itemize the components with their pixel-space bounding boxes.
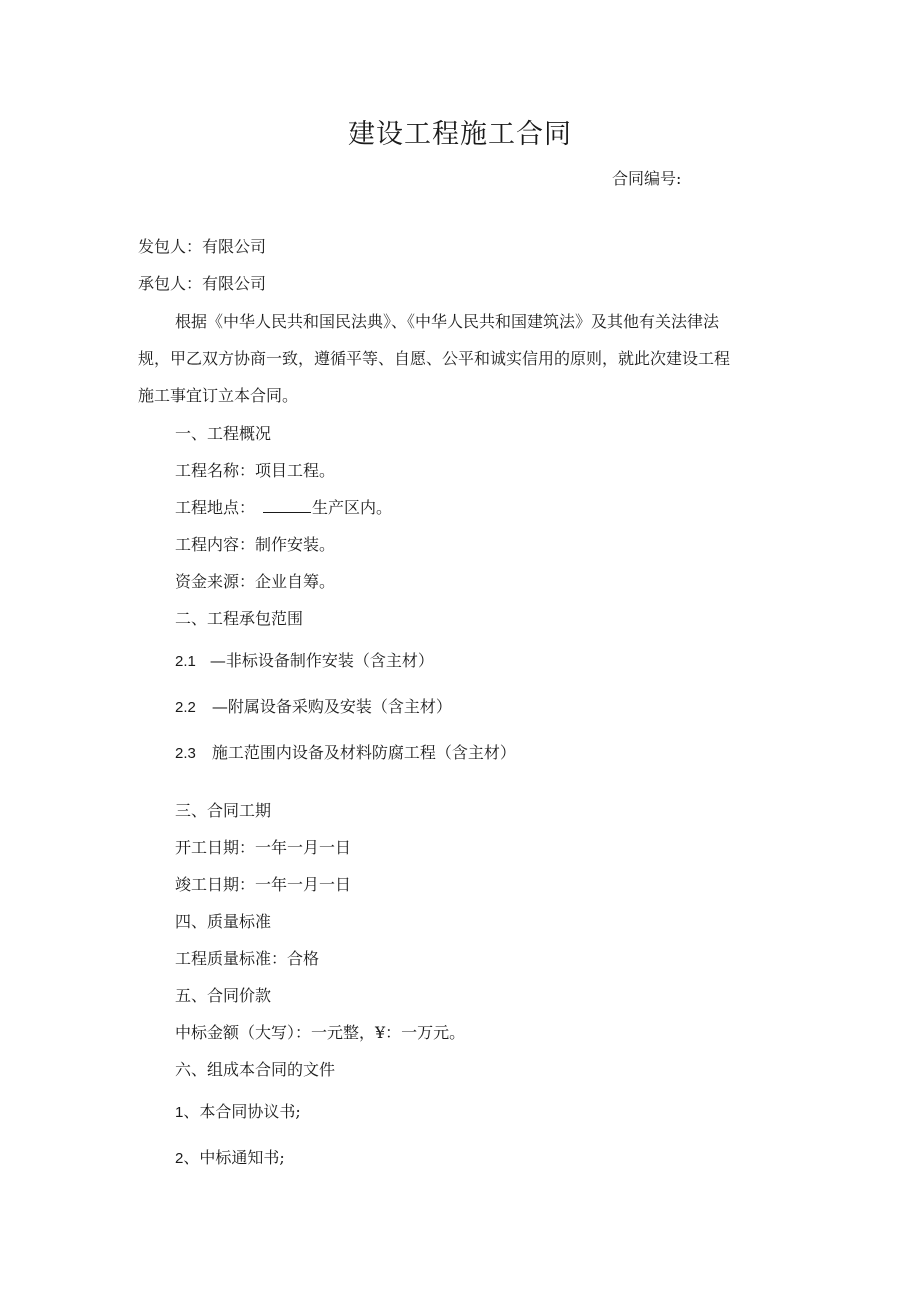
preamble-line-3: 施工事宜订立本合同。 bbox=[138, 386, 299, 405]
document-list-text: 、中标通知书; bbox=[183, 1148, 285, 1167]
scope-item bbox=[175, 648, 434, 671]
document-list-number: 2 bbox=[175, 1150, 184, 1167]
scope-item bbox=[175, 694, 452, 717]
location-blank bbox=[263, 498, 311, 513]
contract-amount: 中标金额（大写）：一元整，¥：一万元。 bbox=[175, 1023, 466, 1042]
project-name: 工程名称：项目工程。 bbox=[175, 461, 336, 480]
document-list-item bbox=[175, 1145, 285, 1168]
project-location-label: 工程地点： bbox=[175, 498, 256, 517]
start-date: 开工日期：一年一月一日 bbox=[175, 838, 352, 857]
document-list-item bbox=[175, 1099, 301, 1122]
section-1-heading: 一、工程概况 bbox=[175, 424, 272, 443]
scope-item-number: 2.2 bbox=[175, 699, 196, 716]
document-list-text: 、本合同协议书; bbox=[183, 1102, 301, 1121]
preamble-line-2: 规，甲乙双方协商一致，遵循平等、自愿、公平和诚实信用的原则，就此次建设工程 bbox=[138, 349, 731, 368]
completion-date: 竣工日期：一年一月一日 bbox=[175, 875, 352, 894]
project-location-suffix: 生产区内。 bbox=[312, 498, 393, 517]
scope-item-text: —附属设备采购及安装（含主材） bbox=[211, 697, 452, 716]
section-3-heading: 三、合同工期 bbox=[175, 801, 272, 820]
scope-item-text: —非标设备制作安装（含主材） bbox=[209, 651, 434, 670]
project-location bbox=[175, 495, 392, 518]
section-5-heading: 五、合同价款 bbox=[175, 986, 272, 1005]
project-content: 工程内容：制作安装。 bbox=[175, 535, 336, 554]
scope-item-number: 2.1 bbox=[175, 653, 196, 670]
document-list-number: 1 bbox=[175, 1104, 184, 1121]
contractor-line: 承包人：有限公司 bbox=[138, 274, 267, 293]
scope-item bbox=[175, 740, 516, 763]
contract-number-label: 合同编号: bbox=[612, 169, 682, 188]
preamble-line-1: 根据《中华人民共和国民法典》、《中华人民共和国建筑法》及其他有关法律法 bbox=[175, 312, 720, 331]
scope-item-text: 施工范围内设备及材料防腐工程（含主材） bbox=[211, 743, 516, 762]
section-2-heading: 二、工程承包范围 bbox=[175, 609, 304, 628]
project-funding: 资金来源：企业自筹。 bbox=[175, 572, 336, 591]
employer-line: 发包人：有限公司 bbox=[138, 237, 267, 256]
section-6-heading: 六、组成本合同的文件 bbox=[175, 1060, 336, 1079]
section-4-heading: 四、质量标准 bbox=[175, 912, 272, 931]
scope-item-number: 2.3 bbox=[175, 745, 196, 762]
quality-standard: 工程质量标准：合格 bbox=[175, 949, 320, 968]
document-title: 建设工程施工合同 bbox=[348, 119, 572, 150]
